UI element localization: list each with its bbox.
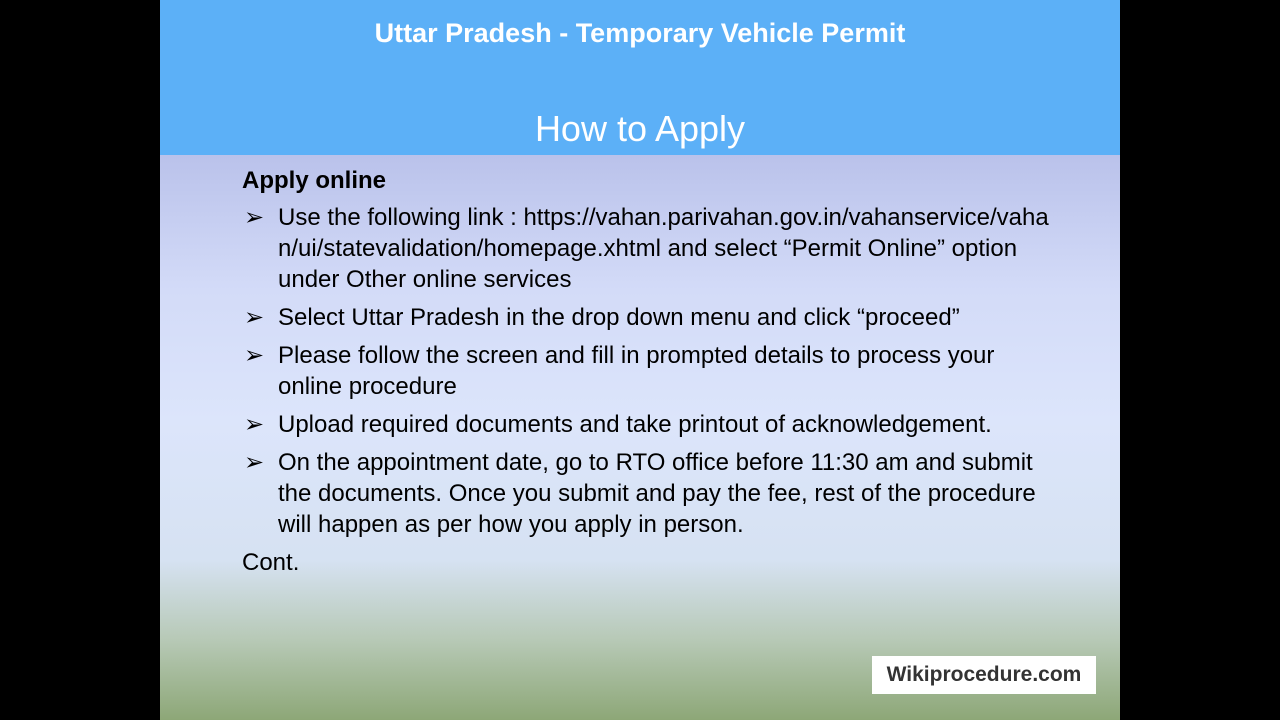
steps-list bbox=[242, 202, 1062, 540]
slide-header bbox=[160, 0, 1120, 155]
step-text-before-link: Use the following link : bbox=[278, 204, 524, 231]
step-item bbox=[242, 202, 1062, 295]
vahan-link[interactable]: https://vahan.parivahan.gov.in/vahanservice/vahan/ui/statevalidation/homepage.xhtml bbox=[278, 204, 1049, 262]
arrow-bullet-icon: ➢ bbox=[243, 204, 265, 231]
watermark-badge: Wikiprocedure.com bbox=[872, 656, 1096, 694]
continued-label: Cont. bbox=[242, 549, 300, 576]
arrow-bullet-icon: ➢ bbox=[243, 342, 265, 369]
step-text: Select Uttar Pradesh in the drop down menu and click “proceed” bbox=[278, 304, 960, 331]
step-text: Upload required documents and take printout of acknowledgement. bbox=[278, 411, 992, 438]
slide-subtitle: How to Apply bbox=[534, 108, 746, 149]
slide-title: Uttar Pradesh - Temporary Vehicle Permit bbox=[374, 18, 906, 48]
section-heading: Apply online bbox=[242, 167, 386, 194]
step-text: Please follow the screen and fill in prompted details to process your online procedure bbox=[278, 342, 995, 400]
step-text: On the appointment date, go to RTO office before 11:30 am and submit the documents. Once you submit and pay the fee, rest of the procedure will happen as per how you apply in person. bbox=[278, 449, 1036, 538]
slide-content bbox=[242, 165, 1062, 578]
step-item bbox=[242, 447, 1062, 540]
step-text-after-link: and select “Permit Online” option under Other online services bbox=[278, 235, 1018, 293]
slide bbox=[160, 0, 1120, 720]
step-item bbox=[242, 302, 1062, 333]
step-item bbox=[242, 340, 1062, 402]
arrow-bullet-icon: ➢ bbox=[243, 304, 265, 331]
step-item bbox=[242, 409, 1062, 440]
arrow-bullet-icon: ➢ bbox=[243, 449, 265, 476]
arrow-bullet-icon: ➢ bbox=[243, 411, 265, 438]
